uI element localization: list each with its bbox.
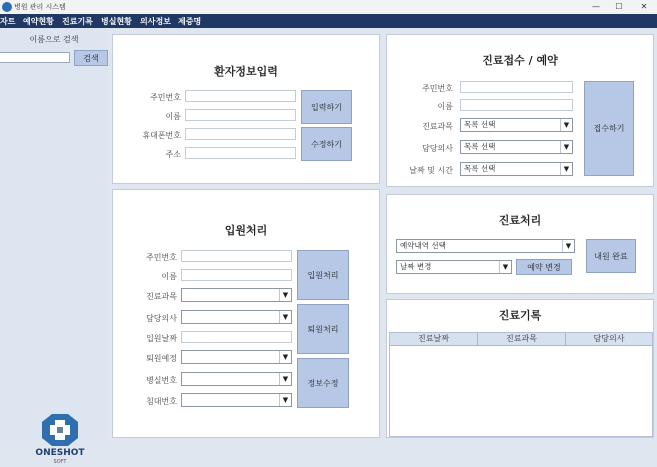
search-label: 이름으로 검색 [29,35,79,44]
admission-doctor-select[interactable] [181,310,292,324]
label-bed-number: 침대번호 [146,397,177,406]
admission-resident-number-input[interactable] [181,250,292,262]
chevron-down-icon: ▼ [560,163,572,175]
patient-info-panel [112,34,380,184]
reception-panel [386,34,654,187]
minimize-button[interactable]: — [592,2,600,11]
records-table[interactable] [389,332,653,437]
logo-subtext: SOFT [53,459,67,465]
label-reception-department: 진료과목 [422,122,453,131]
admission-date-input[interactable] [181,331,292,343]
reception-name-input[interactable] [460,99,573,111]
select-value: 목록 선택 [464,120,496,129]
label-reception-datetime: 날짜 및 시간 [409,166,453,175]
label-reception-name: 이름 [437,102,453,111]
label-admission-date: 입원날짜 [146,334,177,343]
chevron-down-icon: ▼ [562,240,574,252]
title-bar [0,0,657,14]
admit-button[interactable]: 입원처리 [297,250,349,300]
label-discharge-date: 퇴원예정 [146,354,177,363]
chevron-down-icon: ▼ [279,311,291,323]
column-header-department[interactable]: 진료과목 [478,333,566,345]
search-input[interactable] [0,52,70,63]
search-button[interactable]: 검색 [74,50,108,66]
menu-item-records[interactable]: 진료기록 [62,17,93,26]
discharge-button[interactable]: 퇴원처리 [297,304,349,354]
records-panel [386,299,654,438]
treatment-panel [386,194,654,294]
sidebar [0,28,108,465]
treatment-title: 진료처리 [498,214,542,227]
chevron-down-icon: ▼ [499,261,511,273]
label-admission-resident-number: 주민번호 [146,253,177,262]
discharge-date-select[interactable] [181,350,292,364]
room-number-select[interactable] [181,372,292,386]
app-icon [2,2,12,12]
change-reservation-button[interactable]: 예약 변경 [516,259,572,275]
name-input[interactable] [185,109,296,121]
maximize-button[interactable]: ☐ [615,2,623,11]
reception-datetime-select[interactable] [460,162,573,176]
edit-admission-button[interactable]: 정보수정 [297,358,349,408]
visit-complete-button[interactable]: 내원 완료 [586,239,636,273]
chevron-down-icon: ▼ [279,373,291,385]
label-resident-number: 주민번호 [150,93,181,102]
label-phone: 휴대폰번호 [142,131,181,140]
logo-text: ONESHOT [35,448,85,458]
label-admission-name: 이름 [161,272,177,281]
select-value: 예약내역 선택 [400,241,446,250]
address-input[interactable] [185,147,296,159]
select-value: 날짜 변경 [400,262,432,271]
admission-panel [112,189,380,438]
chevron-down-icon: ▼ [560,119,572,131]
register-button[interactable]: 입력하기 [301,90,352,124]
label-reception-doctor: 담당의사 [422,144,453,153]
menu-item-certificates[interactable]: 제증명 [178,17,202,26]
menu-item-rooms[interactable]: 병실현황 [101,17,132,26]
records-table-header [390,333,652,346]
close-button[interactable]: ✕ [640,2,648,11]
edit-patient-button[interactable]: 수정하기 [301,127,352,161]
reception-department-select[interactable] [460,118,573,132]
reception-title: 진료접수 / 예약 [482,54,558,67]
window-title: 병원 관리 시스템 [14,3,66,11]
menu-item-doctors[interactable]: 의사정보 [140,17,171,26]
label-room-number: 병실번호 [146,376,177,385]
admission-title: 입원처리 [224,224,268,237]
reception-doctor-select[interactable] [460,140,573,154]
admission-department-select[interactable] [181,288,292,302]
reservation-select[interactable] [396,239,575,253]
menu-item-reservations[interactable]: 예약현황 [23,17,54,26]
resident-number-input[interactable] [185,90,296,102]
column-header-doctor[interactable]: 담당의사 [593,334,625,343]
records-title: 진료기록 [498,309,542,322]
admission-name-input[interactable] [181,269,292,281]
menu-bar [0,14,657,28]
select-value: 목록 선택 [464,164,496,173]
label-address: 주소 [165,150,181,159]
label-reception-resident-number: 주민번호 [422,84,453,93]
column-header-date[interactable]: 진료날짜 [390,333,478,345]
phone-input[interactable] [185,128,296,140]
select-value: 목록 선택 [464,142,496,151]
label-name: 이름 [165,112,181,121]
patient-info-title: 환자정보입력 [214,65,278,78]
chevron-down-icon: ▼ [279,351,291,363]
label-admission-department: 진료과목 [146,292,177,301]
label-admission-doctor: 담당의사 [146,314,177,323]
bed-number-select[interactable] [181,393,292,407]
date-change-select[interactable] [396,260,512,274]
menu-item-chart[interactable]: 자트 [0,17,16,26]
chevron-down-icon: ▼ [279,289,291,301]
submit-reception-button[interactable]: 접수하기 [584,81,634,176]
logo-icon [30,412,90,452]
chevron-down-icon: ▼ [560,141,572,153]
chevron-down-icon: ▼ [279,394,291,406]
reception-resident-number-input[interactable] [460,81,573,93]
